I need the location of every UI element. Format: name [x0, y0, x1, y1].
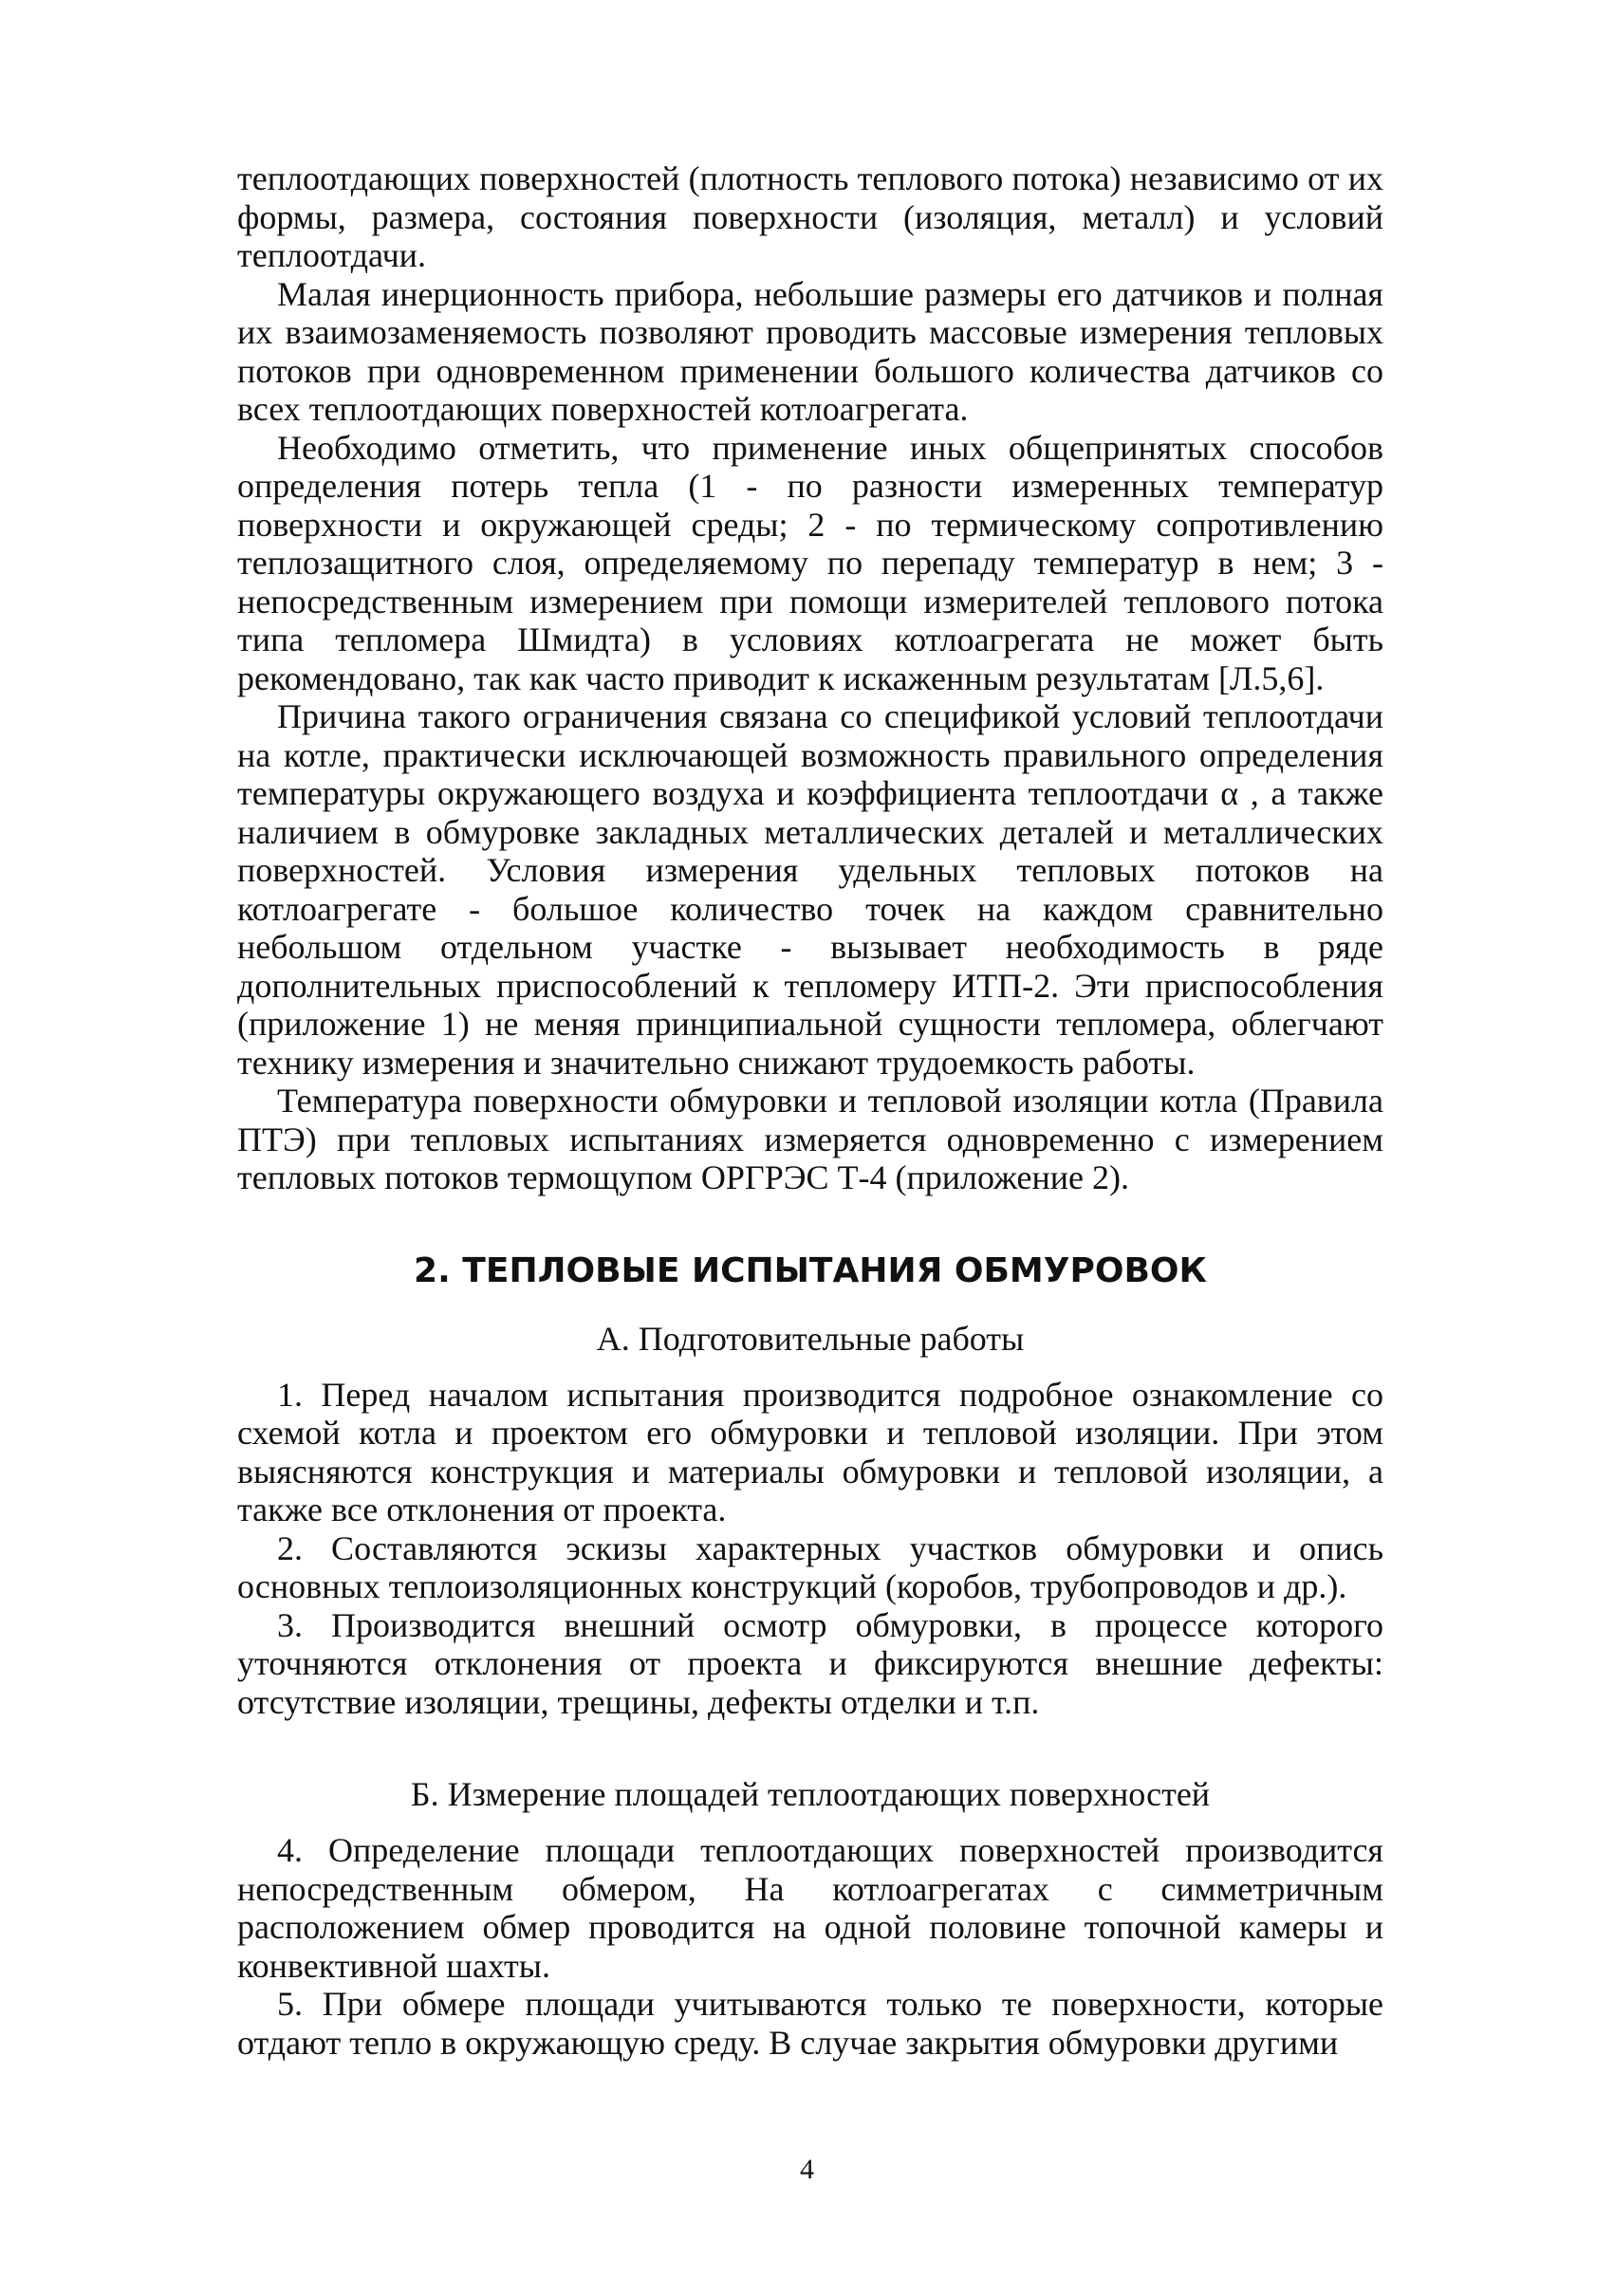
subsection-a-title: А. Подготовительные работы: [596, 1319, 1025, 1358]
subsection-a-item-1: 1. Перед началом испытания производится подробное ознакомление со схемой котла и проектом его обмуровки и тепловой изоляции. При этом выясняются конструкция и материалы обмуровки и тепловой изоляции, а также все отклонения от проекта.: [237, 1375, 1383, 1528]
document-page: [237, 159, 1383, 2062]
subsection-a-item-3: 3. Производится внешний осмотр обмуровки, в процессе которого уточняются отклонения от проекта и фиксируются внешние дефекты: отсутствие изоляции, трещины, дефекты отделки и т.п.: [237, 1605, 1383, 1721]
intro-paragraph-4: Причина такого ограничения связана со спецификой условий теплоотдачи на котле, практически исключающей возможность правильного определения температуры окружающего воздуха и коэффициента теплоотдачи α , а также наличием в обмуровке закладных металлических деталей и металлических поверхностей. Условия измерения удельных тепловых потоков на котлоагрегате - большое количество точек на каждом сравнительно небольшом отдельном участке - вызывает необходимость в ряде дополнительных приспособлений к тепломеру ИТП-2. Эти приспособления (приложение 1) не меняя принципиальной сущности тепломера, облегчают технику измерения и значительно снижают трудоемкость работы.: [237, 697, 1383, 1082]
intro-paragraph-3: Необходимо отметить, что применение иных общепринятых способов определения потерь тепла (1 - по разности измеренных температур поверхности и окружающей среды; 2 - по термическому сопротивлению теплозащитного слоя, определяемому по перепаду температур в нем; 3 - непосредственным измерением при помощи измерителей теплового потока типа тепломера Шмидта) в условиях котлоагрегата не может быть рекомендовано, так как часто приводит к искаженным результатам [Л.5,6].: [237, 428, 1383, 697]
subsection-b-item-4: 4. Определение площади теплоотдающих поверхностей производится непосредственным обмером, На котлоагрегатах с симметричным расположением обмер проводится на одной половине топочной камеры и конвективной шахты.: [237, 1831, 1383, 1985]
section-title: 2. ТЕПЛОВЫЕ ИСПЫТАНИЯ ОБМУРОВОК: [414, 1250, 1207, 1290]
subsection-b-title: Б. Измерение площадей теплоотдающих поверхностей: [410, 1775, 1211, 1813]
subsection-b-item-5: 5. При обмере площади учитываются только те поверхности, которые отдают тепло в окружающую среду. В случае закрытия обмуровки другими: [237, 1985, 1383, 2062]
intro-paragraph-2: Малая инерционность прибора, небольшие размеры его датчиков и полная их взаимозаменяемость позволяют проводить массовые измерения тепловых потоков при одновременном применении большого количества датчиков со всех теплоотдающих поверхностей котлоагрегата.: [237, 274, 1383, 428]
subsection-a-item-2: 2. Составляются эскизы характерных участков обмуровки и опись основных теплоизоляционных конструкций (коробов, трубопроводов и др.).: [237, 1528, 1383, 1605]
intro-paragraph-5: Температура поверхности обмуровки и тепловой изоляции котла (Правила ПТЭ) при тепловых испытаниях измеряется одновременно с измерением тепловых потоков термощупом ОРГРЭС Т-4 (приложение 2).: [237, 1082, 1383, 1196]
page-number: 4: [800, 2154, 814, 2185]
intro-paragraph-1: теплоотдающих поверхностей (плотность теплового потока) независимо от их формы, размера, состояния поверхности (изоляция, металл) и условий теплоотдачи.: [237, 159, 1383, 274]
